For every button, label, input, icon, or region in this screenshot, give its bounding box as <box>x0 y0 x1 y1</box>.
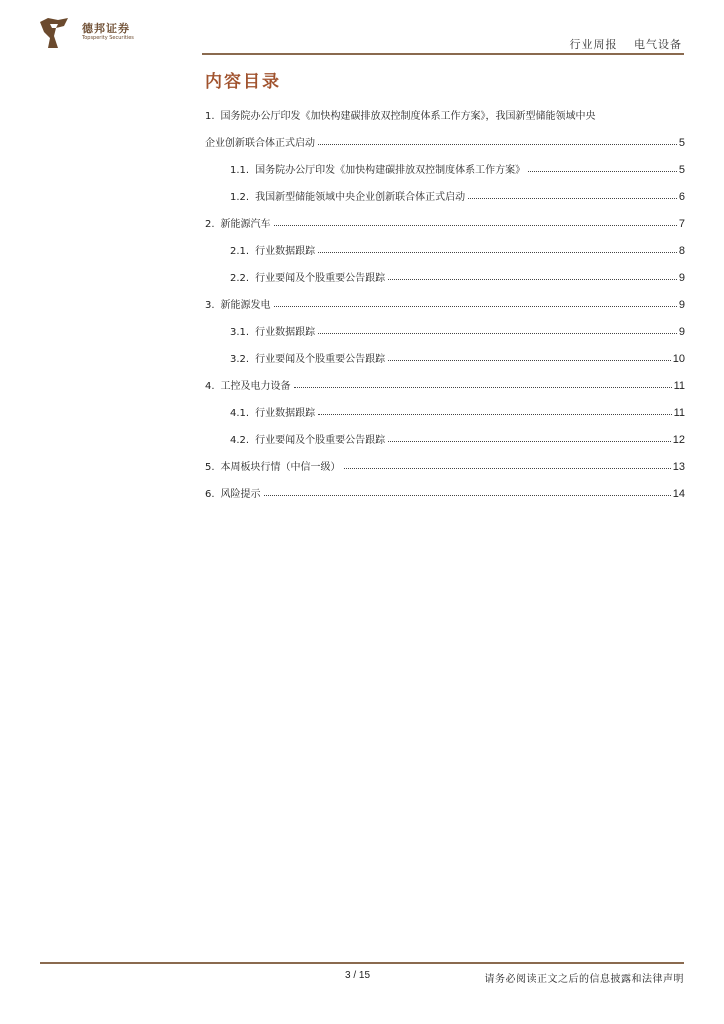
toc-entry-number: 5. <box>205 462 215 473</box>
leader-dots <box>318 413 671 415</box>
toc-entry-number: 3.1. <box>230 327 250 338</box>
toc-entry-number: 4.2. <box>230 435 250 446</box>
toc-entry-3[interactable] <box>205 295 685 311</box>
toc-entry-2-1[interactable] <box>205 241 685 257</box>
toc-entry-text: 新能源汽车 <box>220 219 271 230</box>
toc-entry-text: 行业要闻及个股重要公告跟踪 <box>255 354 386 365</box>
toc-entry-number: 3.2. <box>230 354 250 365</box>
toc-entry-number: 2. <box>205 219 215 230</box>
toc-page-number: 12 <box>672 434 685 446</box>
toc-page-number: 5 <box>678 137 685 149</box>
leader-dots <box>274 305 677 307</box>
toc-entry-text: 新能源发电 <box>220 300 271 311</box>
leader-dots <box>528 170 677 172</box>
leader-dots <box>274 224 677 226</box>
toc-entry-text: 行业数据跟踪 <box>255 246 316 257</box>
toc-entry-2[interactable] <box>205 214 685 230</box>
leader-dots <box>294 386 672 388</box>
toc-page-number: 9 <box>678 272 685 284</box>
toc-title: 内容目录 <box>205 72 281 92</box>
toc-entry-6[interactable] <box>205 484 685 500</box>
logo-text-cn: 德邦证券 <box>82 22 130 35</box>
toc-entry-text: 行业数据跟踪 <box>255 408 316 419</box>
toc-entry-1-line1[interactable] <box>205 106 685 122</box>
toc-entry-number: 1. <box>205 111 215 122</box>
company-logo <box>38 16 168 50</box>
toc-page-number: 8 <box>678 245 685 257</box>
toc-entry-text: 行业要闻及个股重要公告跟踪 <box>255 435 386 446</box>
toc-entry-1-1[interactable] <box>205 160 685 176</box>
toc-entry-text: 我国新型储能领域中央企业创新联合体正式启动 <box>255 192 466 203</box>
toc-page-number: 9 <box>678 299 685 311</box>
report-header-labels <box>570 36 683 52</box>
leader-dots <box>388 440 671 442</box>
toc-page-number: 6 <box>678 191 685 203</box>
leader-dots <box>344 467 671 469</box>
toc-entry-4-1[interactable] <box>205 403 685 419</box>
toc-entry-3-1[interactable] <box>205 322 685 338</box>
toc-page-number: 14 <box>672 488 685 500</box>
toc-entry-4[interactable] <box>205 376 685 392</box>
toc-entry-number: 6. <box>205 489 215 500</box>
toc-entry-text: 风险提示 <box>220 489 261 500</box>
toc-entry-text: 国务院办公厅印发《加快构建碳排放双控制度体系工作方案》 <box>255 165 526 176</box>
toc-entry-3-2[interactable] <box>205 349 685 365</box>
toc-page-number: 7 <box>678 218 685 230</box>
toc-entry-2-2[interactable] <box>205 268 685 284</box>
toc-entry-number: 4.1. <box>230 408 250 419</box>
toc-entry-number: 1.2. <box>230 192 250 203</box>
toc-entry-1-2[interactable] <box>205 187 685 203</box>
toc-page-number: 13 <box>672 461 685 473</box>
leader-dots <box>388 278 677 280</box>
report-type-label: 行业周报 <box>569 38 618 51</box>
toc-entry-number: 4. <box>205 381 215 392</box>
toc-entry-5[interactable] <box>205 457 685 473</box>
company-logo-icon <box>38 16 70 50</box>
toc-page-number: 5 <box>678 164 685 176</box>
toc-entry-text: 工控及电力设备 <box>220 381 291 392</box>
disclaimer-text: 请务必阅读正文之后的信息披露和法律声明 <box>484 974 684 985</box>
toc-page-number: 9 <box>678 326 685 338</box>
header-divider <box>202 53 684 55</box>
toc-entry-number: 2.1. <box>230 246 250 257</box>
leader-dots <box>318 143 677 145</box>
toc-entry-text: 企业创新联合体正式启动 <box>205 138 315 149</box>
toc-entry-text: 本周板块行情（中信一级） <box>220 462 341 473</box>
toc-page-number: 11 <box>673 380 685 392</box>
toc-entry-text: 行业要闻及个股重要公告跟踪 <box>255 273 386 284</box>
toc-entry-number: 3. <box>205 300 215 311</box>
toc-entry-4-2[interactable] <box>205 430 685 446</box>
leader-dots <box>388 359 671 361</box>
toc-page-number: 10 <box>672 353 685 365</box>
sector-label: 电气设备 <box>634 38 682 51</box>
toc-entry-text: 行业数据跟踪 <box>255 327 316 338</box>
logo-text-en: Topsperity Securities <box>82 35 134 41</box>
page-indicator: 3 / 15 <box>345 970 371 981</box>
leader-dots <box>318 332 677 334</box>
leader-dots <box>318 251 677 253</box>
toc-entry-number: 2.2. <box>230 273 250 284</box>
toc-entry-number: 1.1. <box>230 165 250 176</box>
leader-dots <box>264 494 671 496</box>
toc-page-number: 11 <box>673 407 685 419</box>
toc-entry-text: 国务院办公厅印发《加快构建碳排放双控制度体系工作方案》，我国新型储能领域中央 <box>220 111 596 122</box>
leader-dots <box>468 197 677 199</box>
footer-divider <box>40 962 684 964</box>
toc-entry-1-line2[interactable] <box>205 133 685 149</box>
